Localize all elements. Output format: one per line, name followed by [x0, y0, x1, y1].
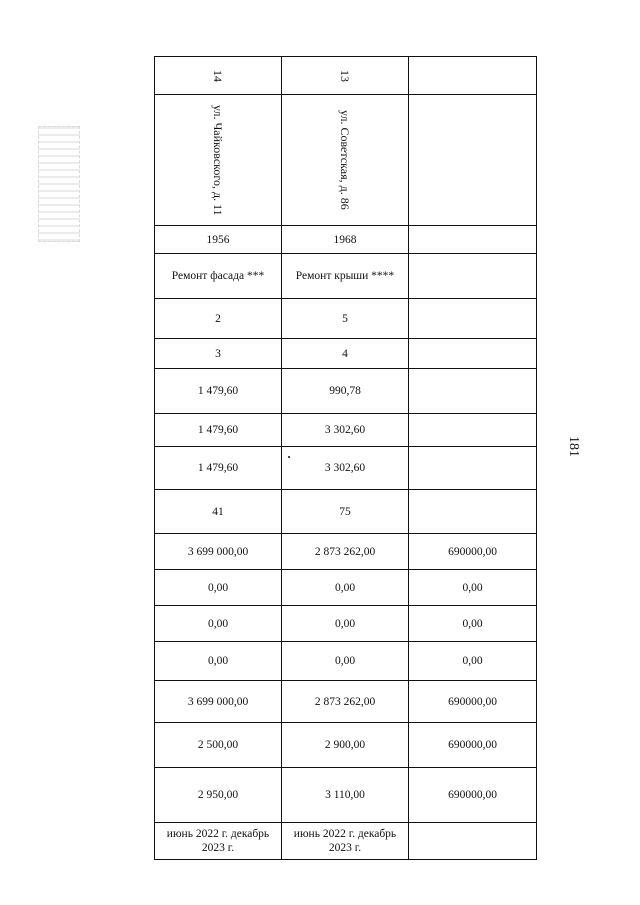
- table-row: [155, 768, 537, 823]
- address-cell: ул. Чайковского, д. 11: [211, 104, 225, 216]
- table-row: [155, 447, 537, 490]
- cost-cell: 690000,00: [448, 695, 497, 708]
- cost-cell: 0,00: [462, 655, 483, 667]
- year-cell: 1956: [206, 233, 230, 246]
- table-row: [155, 723, 537, 768]
- cost-cell: 0,00: [207, 617, 229, 630]
- table-row: [155, 606, 537, 642]
- cost-cell: 0,00: [334, 581, 356, 594]
- cost-cell: 690000,00: [448, 545, 497, 558]
- value-cell: 990,78: [329, 385, 361, 397]
- cost-cell: 0,00: [462, 617, 483, 630]
- table-row: [155, 339, 537, 369]
- cost-cell: 2 500,00: [197, 739, 239, 751]
- cost-cell: 0,00: [462, 581, 483, 594]
- row-number-cell: 13: [338, 69, 352, 82]
- value-cell: 75: [339, 505, 351, 518]
- table-row: [155, 299, 537, 339]
- faint-stamp-mark: [38, 126, 80, 242]
- work-type-cell: Ремонт фасада ***: [171, 270, 265, 282]
- value-cell: 5: [342, 312, 348, 325]
- table-row: [155, 414, 537, 447]
- cost-cell: 3 110,00: [325, 789, 365, 801]
- row-number-cell: 14: [211, 69, 225, 82]
- table-row: [155, 57, 537, 95]
- table-row: [155, 823, 537, 860]
- cost-cell: 2 873 262,00: [314, 545, 376, 558]
- value-cell: 2: [215, 312, 221, 325]
- cost-cell: 0,00: [207, 581, 229, 594]
- period-cell: июнь 2022 г. декабрь 2023 г.: [166, 828, 270, 854]
- table-row: [155, 254, 537, 299]
- address-cell: ул. Советская, д. 86: [338, 110, 352, 210]
- cost-cell: 0,00: [334, 655, 356, 667]
- table-row: [155, 490, 537, 534]
- value-cell: 3: [215, 347, 221, 360]
- cost-cell: 0,00: [334, 617, 356, 630]
- table-row: [155, 95, 537, 226]
- work-type-cell: Ремонт крыши ****: [295, 270, 395, 282]
- cost-cell: 2 950,00: [197, 789, 239, 801]
- cost-cell: 2 873 262,00: [314, 695, 376, 708]
- cost-cell: 3 699 000,00: [187, 695, 249, 708]
- table-row: [155, 642, 537, 681]
- table-row: [155, 226, 537, 254]
- cost-cell: 3 699 000,00: [187, 545, 249, 558]
- table-row: [155, 681, 537, 723]
- value-cell: 1 479,60: [197, 385, 239, 397]
- value-cell: 3 302,60: [324, 462, 366, 474]
- value-cell: 1 479,60: [197, 424, 239, 436]
- value-cell: 4: [342, 347, 348, 360]
- cost-cell: 690000,00: [448, 739, 497, 751]
- table-row: [155, 534, 537, 570]
- data-table: [154, 56, 537, 860]
- value-cell: 41: [212, 505, 224, 518]
- year-cell: 1968: [333, 233, 357, 246]
- period-cell: июнь 2022 г. декабрь 2023 г.: [293, 828, 397, 854]
- page-number: 181: [566, 436, 581, 457]
- table-row: [155, 570, 537, 606]
- cost-cell: 690000,00: [448, 789, 497, 801]
- scan-speck: [288, 456, 290, 458]
- value-cell: 1 479,60: [197, 462, 239, 474]
- cost-cell: 2 900,00: [324, 739, 366, 751]
- value-cell: 3 302,60: [324, 424, 366, 436]
- table-row: [155, 369, 537, 414]
- cost-cell: 0,00: [207, 655, 229, 667]
